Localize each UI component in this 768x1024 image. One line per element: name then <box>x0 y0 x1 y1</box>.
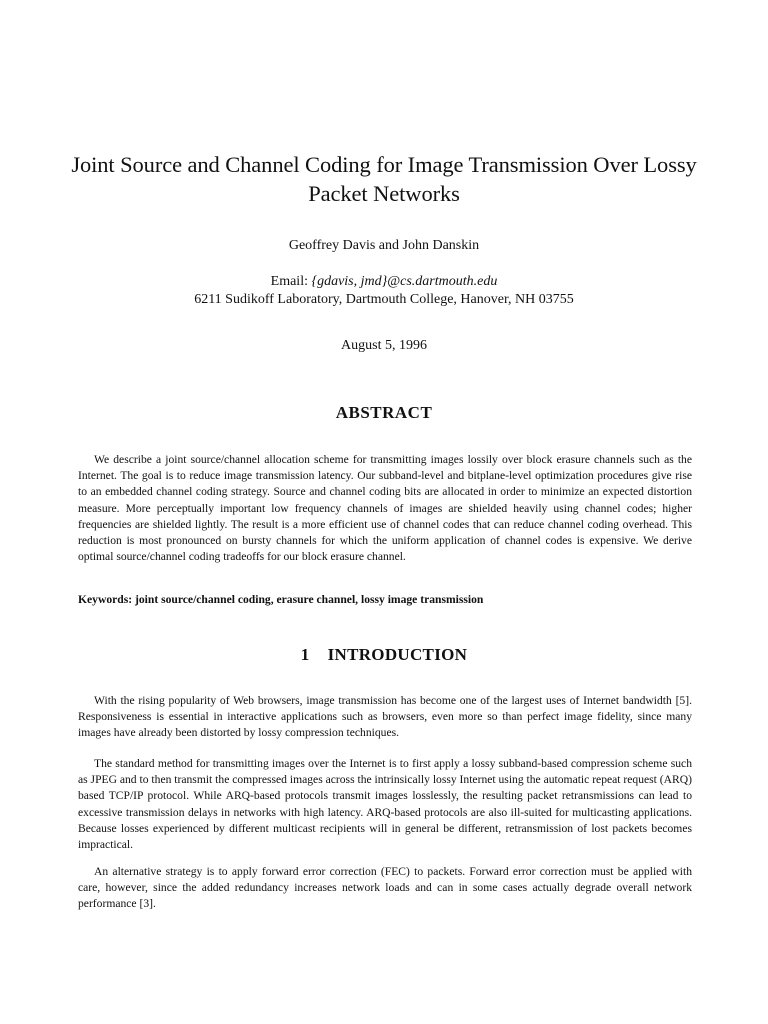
publication-date: August 5, 1996 <box>341 338 427 353</box>
intro-paragraph-3: An alternative strategy is to apply forward error correction (FEC) to packets. Forward error correction must be applied with care, however, since the added redundancy increases network loads and can in some cases actually degrade overall network performance [3]. <box>78 865 692 911</box>
email-line <box>60 272 708 291</box>
email-address: {gdavis, jmd}@cs.dartmouth.edu <box>311 274 498 289</box>
affiliation: 6211 Sudikoff Laboratory, Dartmouth College, Hanover, NH 03755 <box>194 292 574 307</box>
intro-paragraph-1: With the rising popularity of Web browsers, image transmission has become one of the largest uses of Internet bandwidth [5]. Responsiveness is essential in interactive applications such as browsers, even more so than perfect image fidelity, since many images have already been distorted by lossy compression techniques. <box>78 694 692 740</box>
abstract-body: We describe a joint source/channel allocation scheme for transmitting images lossily over block erasure channels such as the Internet. The goal is to reduce image transmission latency. Our subband-level and bitplane-level optimization procedures give rise to an embedded channel coding strategy. Source and channel coding bits are allocated in order to minimize an expected distortion measure. More perceptually important low frequency channels of images are shielded heavily using channel codes; higher frequencies are shielded lightly. The result is a more efficient use of channel codes that can reduce channel coding overhead. This reduction is most pronounced on bursty channels for which the uniform application of channel codes is expensive. We derive optimal source/channel coding tradeoffs for our block erasure channel. <box>78 453 692 564</box>
intro-paragraph-2: The standard method for transmitting images over the Internet is to first apply a lossy subband-based compression scheme such as JPEG and to then transmit the compressed images across the intrinsically lossy Internet using the automatic repeat request (ARQ) based TCP/IP protocol. While ARQ-based protocols transmit images losslessly, the resulting packet retransmissions can lead to excessive transmission delays in networks with high latency. ARQ-based protocols are also ill-suited for multicasting applications. Because losses experienced by different multicast recipients will in general be different, retransmission of lost packets becomes impractical. <box>78 757 692 852</box>
abstract-heading: ABSTRACT <box>335 403 433 422</box>
keywords: Keywords: joint source/channel coding, erasure channel, lossy image transmission <box>78 593 484 606</box>
title-line-2: Packet Networks <box>308 181 460 206</box>
paper-title <box>60 150 708 208</box>
section-heading-introduction <box>60 645 708 665</box>
authors: Geoffrey Davis and John Danskin <box>288 238 480 253</box>
section-number: 1 <box>300 645 310 664</box>
email-label: Email: <box>270 274 312 289</box>
section-title: INTRODUCTION <box>327 645 468 664</box>
title-line-1: Joint Source and Channel Coding for Image Transmission Over Lossy <box>71 152 697 177</box>
